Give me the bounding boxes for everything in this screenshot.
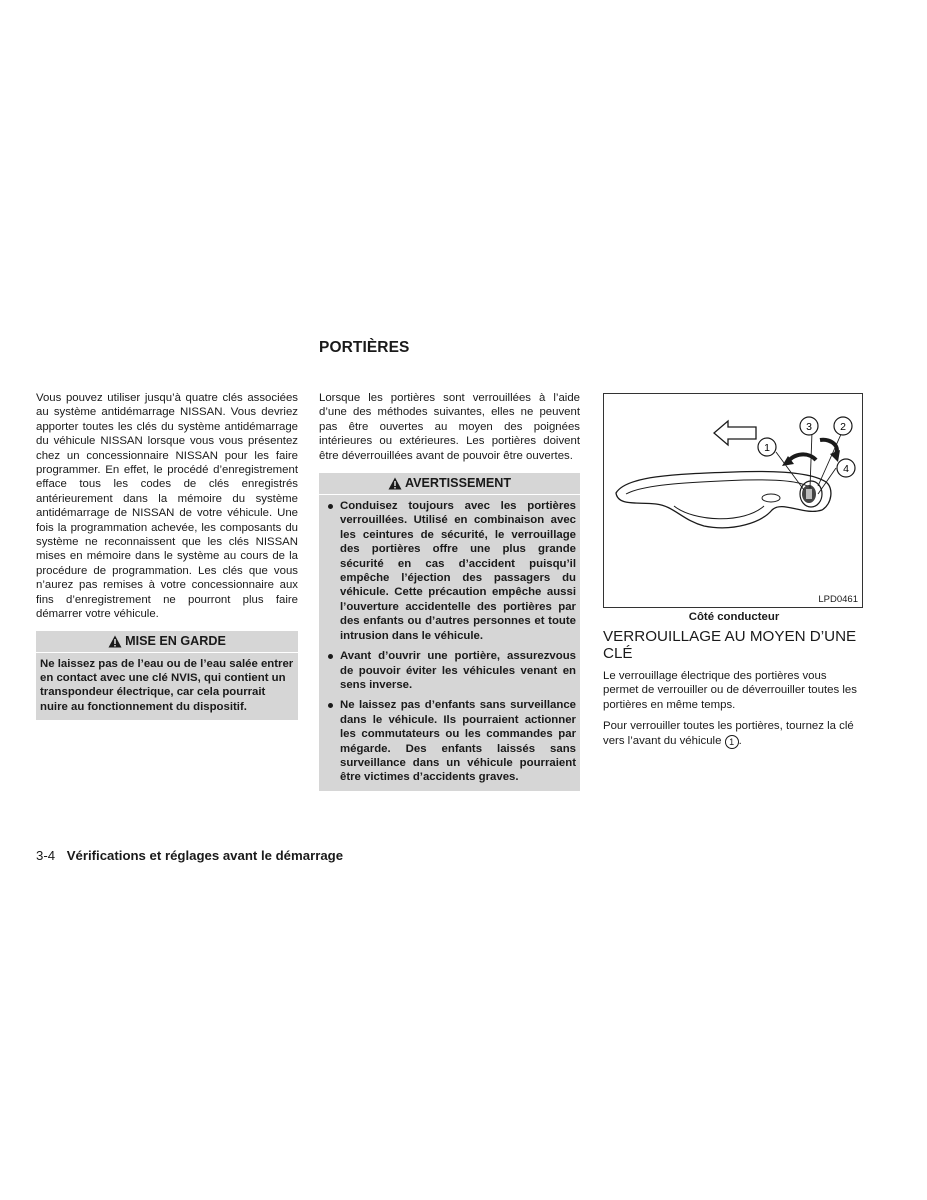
warning-triangle-icon: [108, 635, 122, 648]
warning-item: Avant d’ouvrir une portière, assurezvous de pouvoir éviter les véhicules venant en sens inverse.: [323, 649, 576, 692]
caution-box: [36, 631, 298, 721]
figure-caption: Côté conducteur: [688, 611, 780, 623]
column-1: [36, 391, 298, 720]
key-lock-paragraph-1: Le verrouillage électrique des portières vous permet de verrouiller ou de déverrouiller toutes les portières en même temps.: [603, 670, 857, 711]
page-number: 3-4: [36, 848, 56, 863]
column-2: [319, 391, 580, 791]
warning-header: [319, 473, 580, 495]
section-title: PORTIÈRES: [319, 339, 410, 356]
caution-title: MISE EN GARDE: [125, 633, 226, 648]
callout-2: 2: [840, 421, 846, 433]
warning-box: [319, 473, 580, 791]
callout-ref: 1: [725, 735, 739, 749]
callout-1: 1: [764, 442, 770, 454]
caution-text: Ne laissez pas de l’eau ou de l’eau salée entrer en contact avec une clé NVIS, qui contient un transpondeur électrique, car cela pourrait nuire au fonctionnement du dispositif.: [40, 657, 294, 713]
key-lock-paragraph-2: [603, 719, 865, 748]
immobilizer-paragraph: Vous pouvez utiliser jusqu’à quatre clés associées au système antidémarrage NISSAN. Vous devriez apporter toutes les clés du système antidémarrage du véhicule NISSAN lorsque vous vous présentez chez un concessionnaire NISSAN pour les faire programmer. En effet, le procédé d’enregistrement efface tous les codes de clés enregistrés antérieurement dans la mémoire du système antidémarrage de NISSAN de votre véhicule. Une fois la programmation achevée, les composants du système ne reconnaissent que les clés NISSAN mises en mémoire dans le système au cours de la procédure de programmation. Les clés que vous n’aurez pas remises à votre concessionnaire aux fins d’enregistrement ne pourront plus faire démarrer votre véhicule.: [36, 392, 298, 621]
subsection-heading: VERROUILLAGE AU MOYEN D’UNE CLÉ: [603, 628, 857, 662]
column-3: [603, 669, 865, 749]
warning-title: AVERTISSEMENT: [404, 476, 512, 491]
chapter-title: Vérifications et réglages avant le démarrage: [66, 848, 344, 863]
door-handle-figure: [603, 393, 863, 608]
callout-3: 3: [806, 421, 812, 433]
door-handle-illustration: [604, 394, 862, 607]
sentence-end: .: [738, 734, 742, 747]
caution-header: [36, 631, 298, 653]
warning-triangle-icon: [388, 477, 402, 490]
warning-item: Ne laissez pas d’enfants sans surveillance dans le véhicule. Ils pourraient actionner les commutateurs ou les commandes par mégarde. Des enfants laissés sans surveillance dans un véhicule pourraient être victimes d’accidents graves.: [323, 698, 576, 784]
warning-list: [323, 499, 576, 785]
page-footer: [36, 848, 343, 863]
figure-code: LPD0461: [818, 594, 858, 605]
doors-paragraph: Lorsque les portières sont verrouillées à l’aide d’une des méthodes suivantes, elles ne peuvent pas être ouvertes au moyen des poignées intérieures ou extérieures. Les portières doivent être déverrouillées avant de pouvoir être ouvertes.: [319, 392, 580, 462]
warning-item: Conduisez toujours avec les portières verrouillées. Utilisé en combinaison avec les ceintures de sécurité, le verrouillage des portières offre une plus grande sécurité en cas d’accident puisqu’il empêche l’éjection des passagers du véhicule. Cette précaution empêche aussi l’ouverture accidentelle des portières par des enfants ou d’autres personnes et toute intrusion dans le véhicule.: [323, 499, 576, 643]
key-lock-text: Pour verrouiller toutes les portières, tournez la clé vers l’avant du véhicule: [603, 720, 854, 747]
callout-4: 4: [843, 463, 849, 475]
